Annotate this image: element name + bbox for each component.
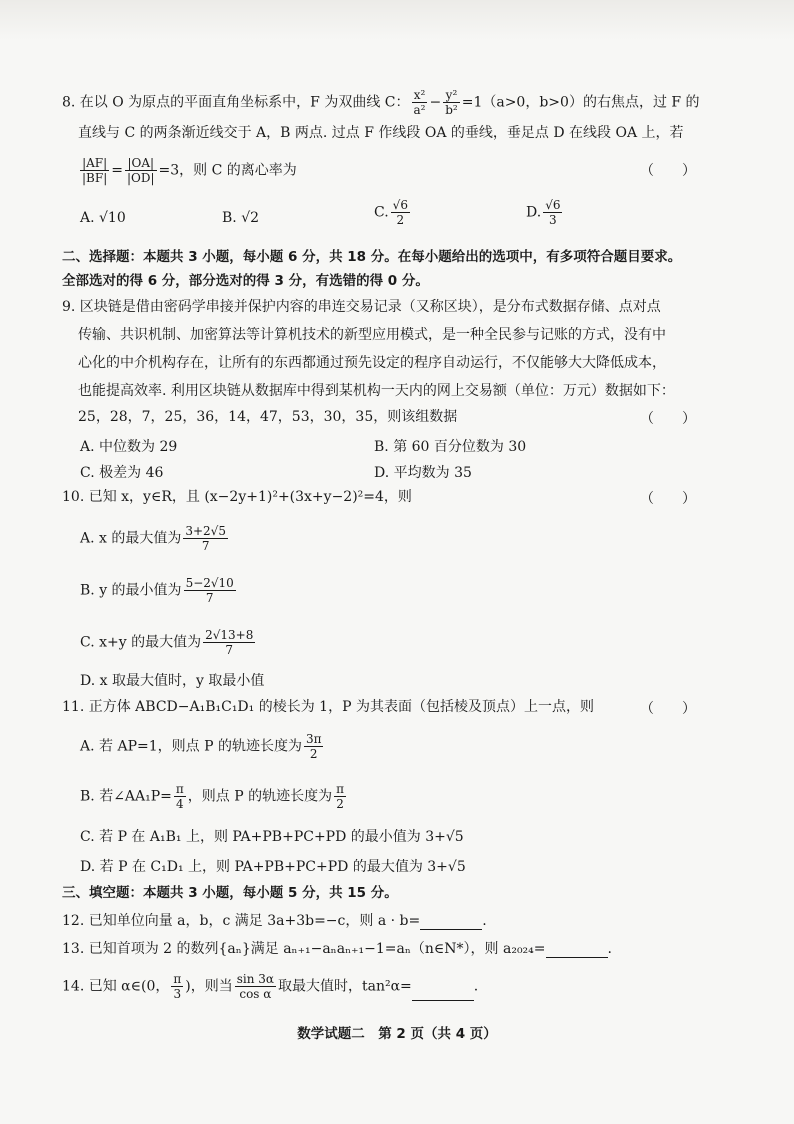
- q8-option-d: D. $\frac{√6}{3}$: [526, 198, 561, 227]
- fraction-af-bf: $\frac{|AF|}{|BF|}$: [82, 156, 108, 185]
- q8-option-b: B. √2: [222, 210, 260, 226]
- section-2-heading: 二、选择题：本题共 3 小题，每小题 6 分，共 18 分。在每小题给出的选项中，有多项符合题目要求。: [62, 249, 682, 265]
- fraction-x2-a2: $\frac{\text{x²}}{\text{a²}}$: [413, 88, 426, 117]
- section-2-scoring: 全部选对的得 6 分，部分选对的得 3 分，有选错的得 0 分。: [62, 273, 429, 289]
- answer-paren-q11: （ ）: [640, 701, 696, 717]
- answer-blank-q13[interactable]: [546, 943, 608, 958]
- question-13: 13. 已知首项为 2 的数列{aₙ}满足 aₙ₊₁−aₙaₙ₊₁−1=aₙ（n∈N*），则 a₂₀₂₄= .: [62, 941, 612, 957]
- q8-line-3: $\frac{|AF|}{|BF|}$ = $\frac{|OA|}{|OD|}$ =3，则 C 的离心率为: [82, 156, 297, 185]
- q11-option-b: B. 若∠AA₁P= $\frac{\pi}{4}$ ，则点 P 的轨迹长度为 $\frac{\pi}{2}$: [80, 782, 345, 811]
- answer-paren-q9: （ ）: [640, 411, 696, 427]
- answer-blank-q12[interactable]: [420, 915, 482, 930]
- q9-option-c: C. 极差为 46: [80, 465, 164, 481]
- scan-top-band: [0, 0, 794, 40]
- q10-option-c: C. x+y 的最大值为 $\frac{2√13+8}{7}$: [80, 628, 254, 657]
- q11-option-c: C. 若 P 在 A₁B₁ 上，则 PA+PB+PC+PD 的最小值为 3+√5: [80, 829, 464, 845]
- fraction-y2-b2: $\frac{\text{y²}}{\text{b²}}$: [445, 88, 458, 117]
- q10-stem: 10. 已知 x，y∈R，且 (x−2y+1)²+(3x+y−2)²=4，则: [62, 489, 412, 505]
- answer-blank-q14[interactable]: [412, 986, 474, 1001]
- q8-line-2: 直线与 C 的两条渐近线交于 A，B 两点. 过点 F 作线段 OA 的垂线，垂足点 D 在线段 OA 上，若: [78, 125, 684, 141]
- answer-paren-q8: （ ）: [640, 163, 696, 179]
- q11-option-d: D. 若 P 在 C₁D₁ 上，则 PA+PB+PC+PD 的最大值为 3+√5: [80, 859, 466, 875]
- q9-line-4: 也能提高效率. 利用区块链从数据库中得到某机构一天内的网上交易额（单位：万元）数据如下：: [78, 383, 675, 399]
- question-12: 12. 已知单位向量 a，b，c 满足 3a+3b=−c，则 a · b= .: [62, 913, 487, 929]
- q9-line-5: 25，28，7，25，36，14，47，53，30，35，则该组数据: [78, 409, 458, 425]
- q9-option-b: B. 第 60 百分位数为 30: [374, 439, 527, 455]
- page-footer: 数学试题二 第 2 页（共 4 页）: [297, 1026, 497, 1042]
- q9-line-1: 9. 区块链是借由密码学串接并保护内容的串连交易记录（又称区块），是分布式数据存储、点对点: [62, 299, 661, 315]
- q10-option-b: B. y 的最小值为 $\frac{5-2√10}{7}$: [80, 576, 234, 605]
- q9-line-3: 心化的中介机构存在，让所有的东西都通过预先设定的程序自动运行，不仅能够大大降低成本，: [78, 355, 666, 371]
- q8-line-1: 8. 在以 O 为原点的平面直角坐标系中，F 为双曲线 C： $\frac{\text{x²}}{\text{a²}}$ − $\frac{\text{y²}}{\text{b²}}$ =1（a>0，b>0）的右焦点，过 F 的: [62, 88, 700, 117]
- q11-stem: 11. 正方体 ABCD−A₁B₁C₁D₁ 的棱长为 1，P 为其表面（包括棱及顶点）上一点，则: [62, 699, 594, 715]
- answer-paren-q10: （ ）: [640, 491, 696, 507]
- q9-line-2: 传输、共识机制、加密算法等计算机技术的新型应用模式，是一种全民参与记账的方式，没有中: [78, 327, 666, 343]
- question-14: 14. 已知 α∈(0， $\frac{\pi}{3}$ )，则当 $\frac{\sin 3\alpha}{\text{cos α}}$ 取最大值时，tan²α= .: [62, 972, 479, 1001]
- q10-option-d: D. x 取最大值时，y 取最小值: [80, 673, 265, 689]
- q9-option-d: D. 平均数为 35: [374, 465, 472, 481]
- q8-option-c: C. $\frac{√6}{2}$: [374, 198, 408, 227]
- q11-option-a: A. 若 AP=1，则点 P 的轨迹长度为 $\frac{3\pi}{2}$: [80, 732, 322, 761]
- fraction-oa-od: $\frac{|OA|}{|OD|}$: [126, 156, 155, 185]
- q10-option-a: A. x 的最大值为 $\frac{3+2√5}{7}$: [80, 524, 226, 553]
- q9-option-a: A. 中位数为 29: [80, 439, 178, 455]
- section-3-heading: 三、填空题：本题共 3 小题，每小题 5 分，共 15 分。: [62, 885, 398, 901]
- q8-option-a: A. √10: [80, 210, 126, 226]
